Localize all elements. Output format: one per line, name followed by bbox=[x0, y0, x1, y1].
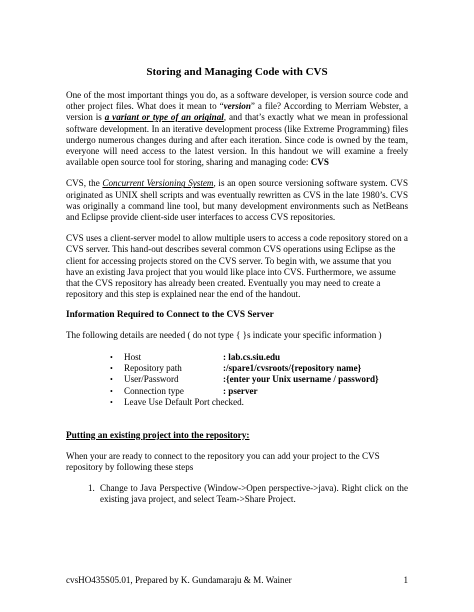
page-footer bbox=[66, 575, 408, 585]
steps-list bbox=[66, 483, 408, 505]
version-word: version bbox=[223, 101, 251, 112]
bullet-icon: • bbox=[110, 364, 113, 374]
intro-text-3: , and that’s exactly what we mean in professional software development. In an iterative development process (like Extreme Programming) files undergo numerous changes during and after each iteration. Since code is owned by the team, everyone will need access to the latest version. In this handout we will examine a freely available open source tool for storing, sharing and managing code: bbox=[66, 112, 409, 168]
list-item bbox=[110, 397, 408, 408]
page-number: 1 bbox=[403, 575, 408, 585]
cvs-term: CVS bbox=[310, 157, 329, 168]
putting-section-intro: When your are ready to connect to the repository you can add your project to the CVS repository by following these steps bbox=[66, 450, 380, 472]
cvs-description-paragraph bbox=[66, 178, 408, 223]
step-number: 1. bbox=[88, 483, 95, 494]
cvs-full-name: Concurrent Versioning System bbox=[102, 178, 214, 189]
detail-label: Host bbox=[124, 351, 142, 362]
detail-value: : pserver bbox=[223, 385, 258, 396]
detail-value: : lab.cs.siu.edu bbox=[223, 351, 281, 362]
bullet-icon: • bbox=[110, 352, 113, 362]
detail-label: Connection type bbox=[124, 385, 184, 396]
connection-details-list bbox=[66, 352, 408, 409]
bullet-icon: • bbox=[110, 398, 113, 408]
footer-credit: cvsHO435S05.01, Prepared by K. Gundamaraju & M. Wainer bbox=[66, 575, 292, 585]
intro-paragraph bbox=[66, 90, 408, 168]
detail-value: :/spare1/cvsroots/{repository name} bbox=[223, 363, 362, 374]
cvs-text-2: , is an open source versioning software system. CVS originated as UNIX shell scripts and was eventually rewritten as CVS in the late 1980’s. CVS was originally a command line tool, but many development environments such as NetBeans and Eclipse provide client-side user interfaces to access CVS repositories. bbox=[66, 178, 409, 223]
list-item bbox=[88, 483, 408, 505]
step-text: Change to Java Perspective (Window->Open perspective->java). Right click on the existing java project, and select Team->Share Project. bbox=[100, 483, 408, 505]
detail-value: :{enter your Unix username / password} bbox=[223, 374, 379, 385]
list-item bbox=[110, 363, 408, 374]
putting-section-heading: Putting an existing project into the repository: bbox=[66, 430, 250, 441]
intro-text-1: One of the most important things you do, as a software developer, is version source code and other project files. What does it mean to “ bbox=[66, 90, 408, 112]
version-definition: a variant or type of an original bbox=[104, 112, 224, 123]
list-item bbox=[110, 351, 408, 363]
detail-label: Repository path bbox=[124, 363, 182, 374]
bullet-icon: • bbox=[110, 375, 113, 385]
detail-label: User/Password bbox=[124, 374, 179, 385]
cvs-text-1: CVS, the bbox=[66, 178, 103, 189]
list-item bbox=[110, 374, 408, 385]
list-item bbox=[110, 385, 408, 397]
info-section-intro: The following details are needed ( do not type { }s indicate your specific information ) bbox=[66, 330, 382, 341]
intro-text-2: ” a file? According to Merriam Webster, a version is bbox=[66, 101, 408, 123]
page-title: Storing and Managing Code with CVS bbox=[146, 66, 328, 78]
detail-note: Leave Use Default Port checked. bbox=[124, 397, 244, 408]
info-section-heading: Information Required to Connect to the CVS Server bbox=[66, 310, 274, 321]
bullet-icon: • bbox=[110, 386, 113, 396]
client-server-paragraph: CVS uses a client-server model to allow multiple users to access a code repository stored on a CVS server. This hand-out describes several common CVS operations using Eclipse as the client for accessing projects stored on the CVS server. To begin with, we assume that you have an existing Java project that you would like place into CVS. Furthermore, we assume that the CVS repository has already been created. Eventually you may need to create a repository and this step is explained near the end of the handout. bbox=[66, 233, 408, 300]
